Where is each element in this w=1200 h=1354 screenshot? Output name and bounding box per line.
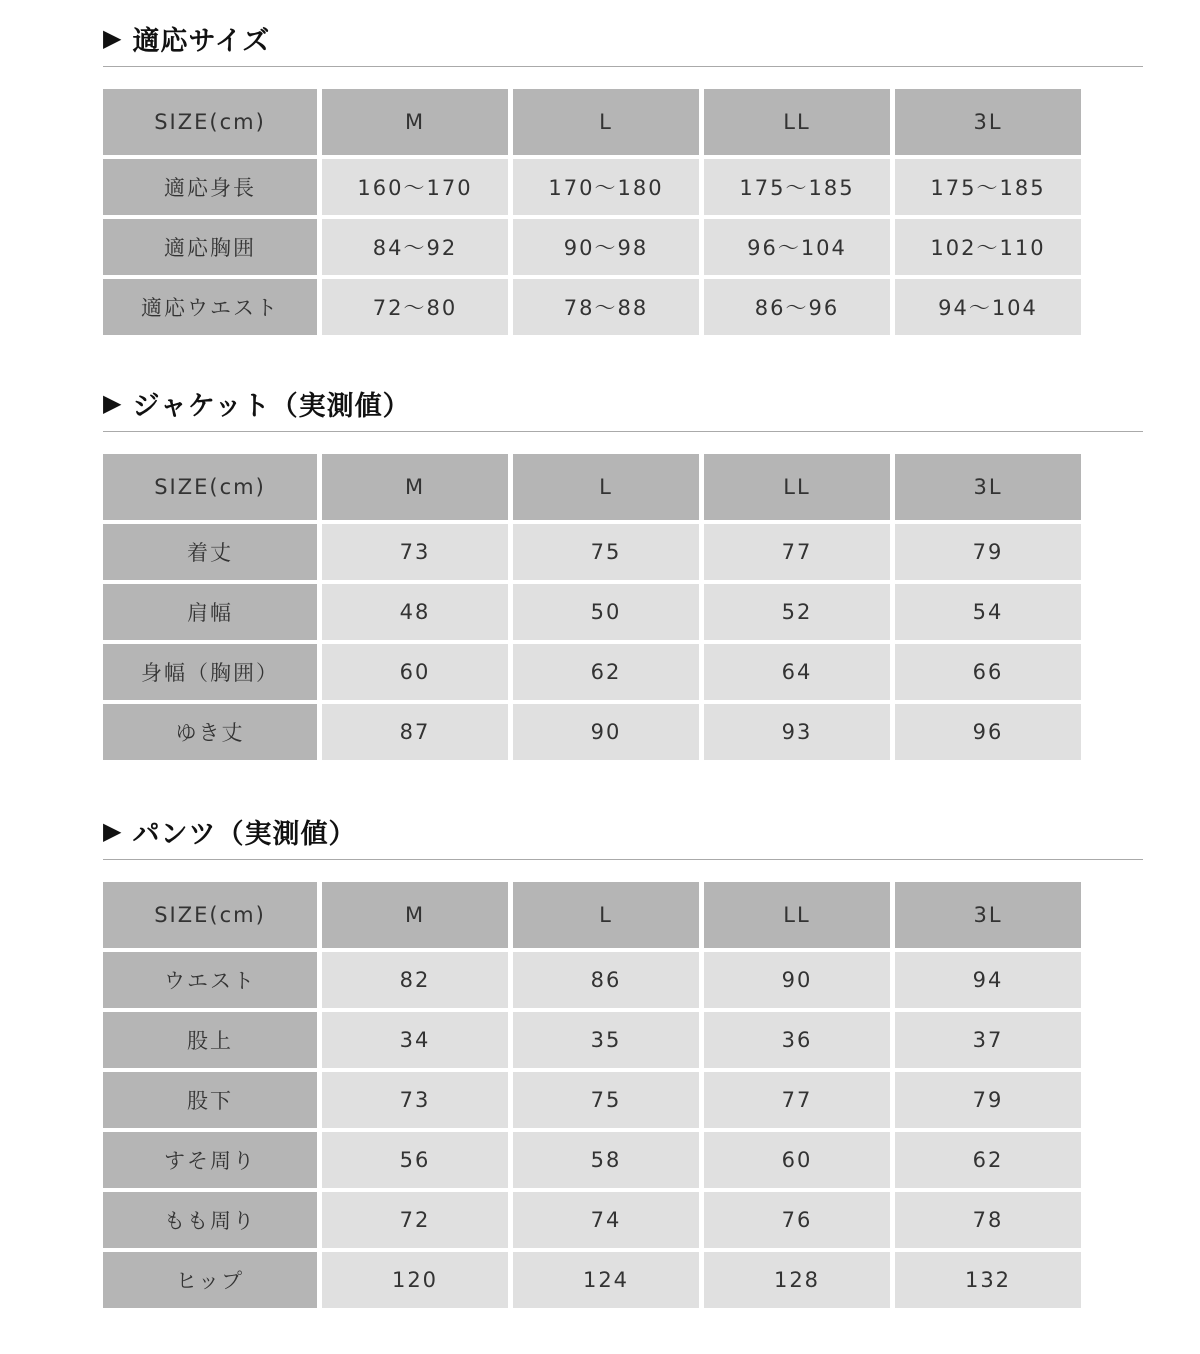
table-cell: 96～104 bbox=[704, 219, 890, 275]
row-label: 適応ウエスト bbox=[103, 279, 317, 335]
table-cell: 96 bbox=[895, 704, 1081, 760]
header-cell: 3L bbox=[895, 454, 1081, 520]
size-table bbox=[98, 85, 1086, 339]
header-cell: LL bbox=[704, 89, 890, 155]
divider bbox=[103, 431, 1143, 432]
size-table bbox=[98, 878, 1086, 1312]
section-jacket bbox=[103, 381, 1143, 764]
triangle-right-icon: ▶ bbox=[103, 24, 123, 52]
table-cell: 64 bbox=[704, 644, 890, 700]
header-cell: L bbox=[513, 89, 699, 155]
table-cell: 86 bbox=[513, 952, 699, 1008]
table-row bbox=[103, 159, 1081, 215]
table-cell: 60 bbox=[322, 644, 508, 700]
table-cell: 73 bbox=[322, 524, 508, 580]
table-cell: 37 bbox=[895, 1012, 1081, 1068]
table-row bbox=[103, 279, 1081, 335]
table-cell: 54 bbox=[895, 584, 1081, 640]
table-cell: 160～170 bbox=[322, 159, 508, 215]
table-cell: 75 bbox=[513, 1072, 699, 1128]
table-cell: 79 bbox=[895, 524, 1081, 580]
table-cell: 36 bbox=[704, 1012, 890, 1068]
table-cell: 56 bbox=[322, 1132, 508, 1188]
section-title: 適応サイズ bbox=[132, 25, 271, 57]
table-cell: 66 bbox=[895, 644, 1081, 700]
table-cell: 50 bbox=[513, 584, 699, 640]
header-cell: 3L bbox=[895, 89, 1081, 155]
table-cell: 175～185 bbox=[704, 159, 890, 215]
section-pants bbox=[103, 809, 1143, 1312]
table-row bbox=[103, 524, 1081, 580]
table-cell: 75 bbox=[513, 524, 699, 580]
table-cell: 90 bbox=[513, 704, 699, 760]
table-cell: 72 bbox=[322, 1192, 508, 1248]
table-row bbox=[103, 1192, 1081, 1248]
section-title: ジャケット（実測値） bbox=[132, 390, 411, 422]
row-label: 肩幅 bbox=[103, 584, 317, 640]
section-fit-size bbox=[103, 16, 1143, 339]
table-cell: 60 bbox=[704, 1132, 890, 1188]
table-header-row bbox=[103, 882, 1081, 948]
section-title: パンツ（実測値） bbox=[132, 818, 357, 850]
table-cell: 132 bbox=[895, 1252, 1081, 1308]
section-heading bbox=[103, 381, 1143, 425]
table-row bbox=[103, 1252, 1081, 1308]
header-cell: LL bbox=[704, 454, 890, 520]
table-cell: 79 bbox=[895, 1072, 1081, 1128]
table-cell: 94 bbox=[895, 952, 1081, 1008]
table-cell: 82 bbox=[322, 952, 508, 1008]
row-label: もも周り bbox=[103, 1192, 317, 1248]
row-label: 適応身長 bbox=[103, 159, 317, 215]
table-row bbox=[103, 644, 1081, 700]
table-cell: 94～104 bbox=[895, 279, 1081, 335]
table-cell: 78 bbox=[895, 1192, 1081, 1248]
header-cell: SIZE(cm) bbox=[103, 454, 317, 520]
header-cell: SIZE(cm) bbox=[103, 89, 317, 155]
row-label: ウエスト bbox=[103, 952, 317, 1008]
table-row bbox=[103, 584, 1081, 640]
row-label: 着丈 bbox=[103, 524, 317, 580]
row-label: すそ周り bbox=[103, 1132, 317, 1188]
table-cell: 102～110 bbox=[895, 219, 1081, 275]
table-cell: 35 bbox=[513, 1012, 699, 1068]
row-label: ヒップ bbox=[103, 1252, 317, 1308]
table-row bbox=[103, 1072, 1081, 1128]
row-label: 股下 bbox=[103, 1072, 317, 1128]
header-cell: M bbox=[322, 454, 508, 520]
table-cell: 74 bbox=[513, 1192, 699, 1248]
table-cell: 58 bbox=[513, 1132, 699, 1188]
row-label: 股上 bbox=[103, 1012, 317, 1068]
section-heading bbox=[103, 16, 1143, 60]
table-cell: 124 bbox=[513, 1252, 699, 1308]
triangle-right-icon: ▶ bbox=[103, 389, 123, 417]
table-row bbox=[103, 1132, 1081, 1188]
table-row bbox=[103, 952, 1081, 1008]
table-header-row bbox=[103, 89, 1081, 155]
table-cell: 77 bbox=[704, 524, 890, 580]
row-label: ゆき丈 bbox=[103, 704, 317, 760]
table-cell: 48 bbox=[322, 584, 508, 640]
header-cell: LL bbox=[704, 882, 890, 948]
row-label: 身幅（胸囲） bbox=[103, 644, 317, 700]
table-cell: 73 bbox=[322, 1072, 508, 1128]
table-cell: 77 bbox=[704, 1072, 890, 1128]
header-cell: SIZE(cm) bbox=[103, 882, 317, 948]
table-row bbox=[103, 1012, 1081, 1068]
table-header-row bbox=[103, 454, 1081, 520]
triangle-right-icon: ▶ bbox=[103, 817, 123, 845]
header-cell: L bbox=[513, 882, 699, 948]
table-row bbox=[103, 219, 1081, 275]
table-cell: 84～92 bbox=[322, 219, 508, 275]
header-cell: M bbox=[322, 882, 508, 948]
table-cell: 86～96 bbox=[704, 279, 890, 335]
table-cell: 93 bbox=[704, 704, 890, 760]
table-cell: 120 bbox=[322, 1252, 508, 1308]
row-label: 適応胸囲 bbox=[103, 219, 317, 275]
table-cell: 128 bbox=[704, 1252, 890, 1308]
table-cell: 90 bbox=[704, 952, 890, 1008]
table-cell: 34 bbox=[322, 1012, 508, 1068]
divider bbox=[103, 859, 1143, 860]
header-cell: L bbox=[513, 454, 699, 520]
table-row bbox=[103, 704, 1081, 760]
divider bbox=[103, 66, 1143, 67]
table-cell: 87 bbox=[322, 704, 508, 760]
table-cell: 62 bbox=[895, 1132, 1081, 1188]
table-cell: 175～185 bbox=[895, 159, 1081, 215]
table-cell: 170～180 bbox=[513, 159, 699, 215]
header-cell: 3L bbox=[895, 882, 1081, 948]
table-cell: 52 bbox=[704, 584, 890, 640]
header-cell: M bbox=[322, 89, 508, 155]
table-cell: 78～88 bbox=[513, 279, 699, 335]
section-heading bbox=[103, 809, 1143, 853]
table-cell: 76 bbox=[704, 1192, 890, 1248]
table-cell: 62 bbox=[513, 644, 699, 700]
size-table bbox=[98, 450, 1086, 764]
table-cell: 72～80 bbox=[322, 279, 508, 335]
table-cell: 90～98 bbox=[513, 219, 699, 275]
